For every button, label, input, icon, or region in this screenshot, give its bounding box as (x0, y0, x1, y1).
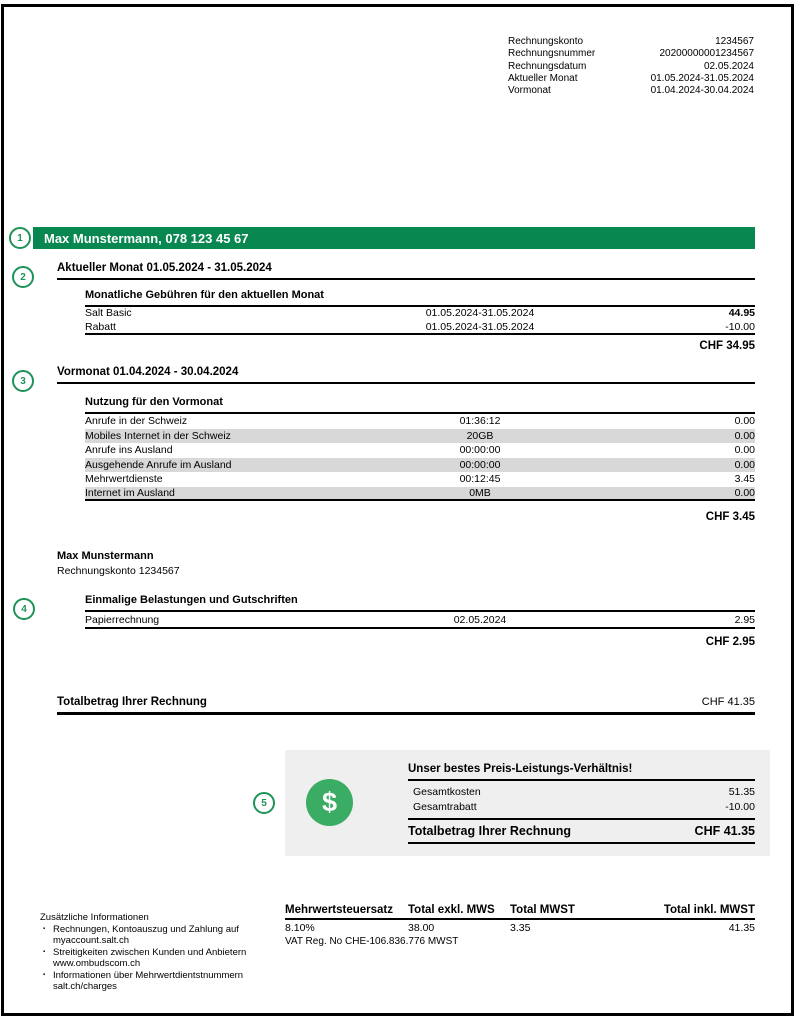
usage-label: Internet im Ausland (85, 486, 175, 499)
subscriber-name-number: Max Munstermann, 078 123 45 67 (44, 230, 249, 246)
usage-quantity: 01:36:12 (459, 415, 501, 428)
footer-item (40, 924, 278, 947)
summary-label: Gesamtrabatt (413, 801, 477, 813)
summary-amount: -10.00 (725, 801, 755, 813)
table-row (85, 306, 755, 321)
usage-amount: 0.00 (734, 415, 755, 428)
fee-amount: -10.00 (725, 320, 755, 333)
grand-total-label: Totalbetrag Ihrer Rechnung (57, 696, 207, 708)
bullet-icon: ▪ (43, 925, 46, 932)
summary-total-amount: CHF 41.35 (694, 824, 755, 838)
summary-total-label: Totalbetrag Ihrer Rechnung (408, 824, 571, 838)
current-month-total: CHF 34.95 (699, 340, 755, 352)
subscriber-banner (33, 227, 755, 249)
summary-total-row (408, 818, 755, 844)
table-row (85, 321, 755, 336)
usage-amount: 0.00 (734, 429, 755, 442)
summary-title: Unser bestes Preis-Leistungs-Verhältnis! (408, 763, 755, 781)
meta-row-date (508, 61, 754, 73)
charge-label: Papierrechnung (85, 614, 160, 627)
meta-label: Rechnungsnummer (508, 48, 596, 60)
meta-row-account (508, 36, 754, 48)
usage-quantity: 0MB (469, 486, 491, 499)
fee-label: Salt Basic (85, 307, 132, 320)
previous-month-total: CHF 3.45 (705, 511, 755, 523)
usage-subtitle: Nutzung für den Vormonat (85, 396, 755, 414)
table-row (85, 458, 755, 473)
customer-name: Max Munstermann (57, 550, 154, 562)
table-row (85, 443, 755, 458)
usage-table (85, 414, 755, 501)
meta-value: 20200000001234567 (659, 48, 754, 60)
onetime-charges-table (85, 614, 755, 629)
summary-row (413, 784, 755, 799)
meta-value: 02.05.2024 (703, 60, 754, 72)
vat-incl: 41.35 (728, 922, 755, 934)
meta-row-number (508, 48, 754, 60)
customer-account: Rechnungskonto 1234567 (57, 565, 180, 577)
meta-label: Rechnungskonto (508, 36, 584, 47)
vat-header-row (285, 904, 755, 920)
usage-label: Anrufe ins Ausland (85, 444, 173, 457)
dollar-sign: $ (321, 787, 338, 817)
usage-quantity: 00:00:00 (459, 444, 501, 457)
table-row (85, 414, 755, 429)
table-row (85, 487, 755, 502)
bullet-icon: ▪ (43, 948, 46, 955)
vat-value-row (285, 920, 755, 934)
charge-date: 02.05.2024 (453, 614, 507, 627)
vat-header: Total MWST (510, 904, 575, 916)
usage-label: Ausgehende Anrufe im Ausland (85, 458, 232, 471)
customer-block (57, 549, 180, 579)
vat-registration: VAT Reg. No CHE-106.836.776 MWST (285, 936, 459, 947)
vat-rate: 8.10% (285, 922, 315, 934)
section-marker-4 (13, 598, 35, 620)
usage-quantity: 20GB (466, 429, 494, 442)
marker-number: 5 (261, 797, 267, 809)
meta-label: Vormonat (508, 85, 551, 97)
usage-amount: 3.45 (734, 473, 755, 486)
usage-label: Mehrwertdienste (85, 473, 163, 486)
invoice-meta (508, 36, 754, 97)
vat-header: Total inkl. MWST (663, 904, 755, 916)
grand-total-amount: CHF 41.35 (701, 696, 755, 708)
vat-table (285, 904, 755, 947)
price-summary-box (285, 750, 770, 856)
fee-period: 01.05.2024-31.05.2024 (425, 320, 535, 333)
section-marker-1 (9, 227, 31, 249)
previous-month-title: Vormonat 01.04.2024 - 30.04.2024 (57, 366, 755, 384)
vat-header: Mehrwertsteuersatz (285, 904, 394, 916)
meta-value: 01.04.2024-30.04.2024 (650, 85, 754, 97)
usage-label: Mobiles Internet in der Schweiz (85, 429, 231, 442)
footer-notes (40, 912, 278, 993)
footer-text: Informationen über Mehrwertdientstnummern salt.ch/charges (53, 969, 244, 992)
marker-number: 1 (17, 232, 23, 244)
dollar-coin-icon (306, 779, 353, 826)
summary-amount: 51.35 (728, 786, 755, 798)
page-border (1, 4, 794, 1016)
meta-value: 1234567 (715, 36, 754, 47)
fee-label: Rabatt (85, 320, 116, 333)
table-row (85, 429, 755, 444)
summary-label: Gesamtkosten (413, 786, 481, 798)
table-row (85, 614, 755, 629)
footer-item (40, 970, 278, 993)
bullet-icon: ▪ (43, 971, 46, 978)
footer-item (40, 947, 278, 970)
marker-number: 2 (20, 271, 26, 283)
usage-amount: 0.00 (734, 444, 755, 457)
marker-number: 3 (20, 375, 26, 387)
monthly-fees-table (85, 306, 755, 335)
footer-text: Streitigkeiten zwischen Kunden und Anbietern www.ombudscom.ch (53, 946, 247, 969)
usage-quantity: 00:12:45 (459, 473, 501, 486)
grand-total-row (57, 696, 755, 715)
usage-quantity: 00:00:00 (459, 458, 501, 471)
vat-header: Total exkl. MWS (408, 904, 495, 916)
section-marker-2 (12, 266, 34, 288)
section-marker-3 (12, 370, 34, 392)
footer-title: Zusätzliche Informationen (40, 912, 149, 923)
usage-amount: 0.00 (734, 486, 755, 499)
marker-number: 4 (21, 603, 27, 615)
meta-row-previous-month (508, 85, 754, 97)
meta-row-current-month (508, 73, 754, 85)
onetime-total: CHF 2.95 (705, 636, 755, 648)
usage-label: Anrufe in der Schweiz (85, 415, 188, 428)
vat-excl: 38.00 (408, 922, 435, 934)
summary-rows (408, 781, 755, 818)
fee-period: 01.05.2024-31.05.2024 (425, 307, 535, 320)
onetime-charges-title: Einmalige Belastungen und Gutschriften (85, 594, 755, 612)
vat-amount: 3.35 (510, 922, 531, 934)
monthly-fees-subtitle: Monatliche Gebühren für den aktuellen Monat (85, 289, 755, 307)
meta-value: 01.05.2024-31.05.2024 (650, 72, 754, 84)
table-row (85, 472, 755, 487)
usage-amount: 0.00 (734, 458, 755, 471)
section-marker-5 (253, 792, 275, 814)
summary-row (413, 799, 755, 814)
meta-label: Rechnungsdatum (508, 60, 587, 72)
summary-content (408, 763, 755, 844)
current-month-title: Aktueller Monat 01.05.2024 - 31.05.2024 (57, 262, 755, 280)
fee-amount: 44.95 (728, 307, 755, 320)
charge-amount: 2.95 (734, 614, 755, 627)
footer-text: Rechnungen, Kontoauszug und Zahlung auf myaccount.salt.ch (53, 923, 239, 946)
meta-label: Aktueller Monat (508, 72, 578, 84)
